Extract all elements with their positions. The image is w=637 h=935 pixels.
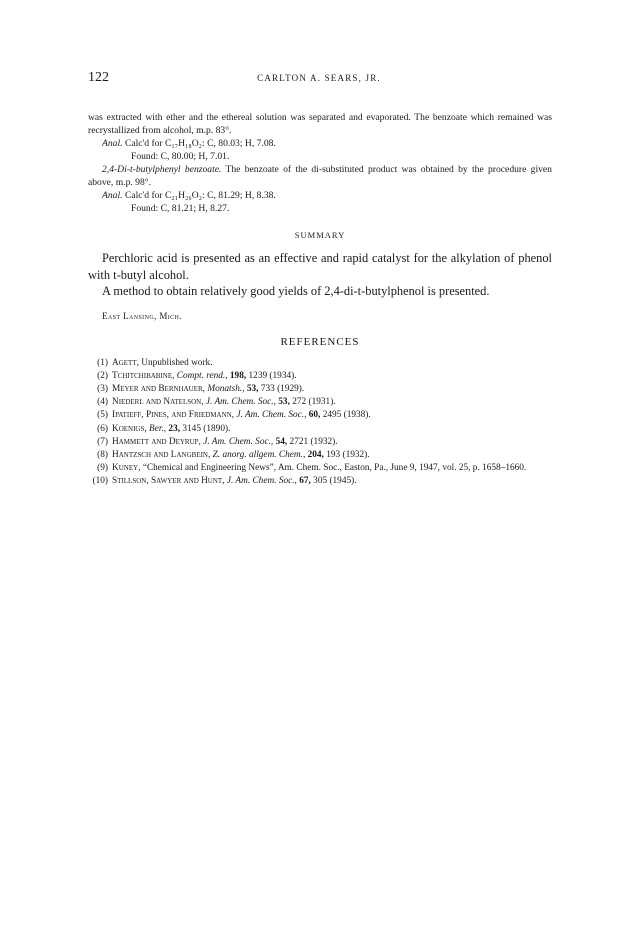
reference-text xyxy=(112,409,552,422)
reference-text xyxy=(112,357,552,370)
reference-number: (8) xyxy=(97,449,108,460)
running-head: CARLTON A. SEARS, JR. xyxy=(257,73,381,83)
analysis-calc xyxy=(88,189,552,202)
summary-paragraph: A method to obtain relatively good yields of 2,4-di-t-butylphenol is presented. xyxy=(102,284,490,298)
reference-item xyxy=(88,462,552,475)
reference-number: (1) xyxy=(97,357,108,368)
reference-text xyxy=(112,370,552,383)
compound-title: 2,4-Di-t-butylphenyl benzoate. xyxy=(102,164,222,175)
reference-number: (6) xyxy=(97,423,108,434)
reference-authors: Hantzsch and Langbein, xyxy=(112,449,211,460)
reference-volume: 54, xyxy=(275,436,288,447)
reference-details: “Chemical and Engineering News”, Am. Chem. Soc., Easton, Pa., June 9, 1947, vol. 25, p. 1658–1660. xyxy=(142,463,527,474)
reference-authors: Ipatieff, Pines, and Friedmann, xyxy=(112,410,235,421)
reference-number: (3) xyxy=(97,383,108,394)
reference-authors: Hammett and Deyrup, xyxy=(112,436,201,447)
reference-details: 2495 (1938). xyxy=(322,410,371,421)
references-title: REFERENCES xyxy=(280,335,360,348)
reference-text xyxy=(112,462,552,475)
reference-item xyxy=(88,409,552,422)
analysis-calc xyxy=(88,137,552,150)
references-list xyxy=(88,357,552,489)
reference-authors: Meyer and Bernhauer, xyxy=(112,383,205,394)
reference-item xyxy=(88,383,552,396)
reference-item xyxy=(88,475,552,488)
reference-item xyxy=(88,423,552,436)
reference-item xyxy=(88,357,552,370)
reference-details: 2721 (1932). xyxy=(289,436,338,447)
body-paragraph: was extracted with ether and the ethereal solution was separated and evaporated. The benzoate which remained was recrystallized from alcohol, m.p. 83°. xyxy=(88,112,552,136)
reference-journal: Compt. rend., xyxy=(176,370,228,381)
reference-volume: 67, xyxy=(299,476,311,487)
reference-number: (9) xyxy=(97,463,108,474)
summary-paragraph: Perchloric acid is presented as an effective and rapid catalyst for the alkylation of phenol with t-butyl alcohol. xyxy=(88,251,552,282)
reference-item xyxy=(88,396,552,409)
reference-volume: 204, xyxy=(307,449,324,460)
reference-authors: Stillson, Sawyer and Hunt, xyxy=(112,476,225,487)
analysis-label: Anal. xyxy=(102,190,123,201)
analysis-found: Found: C, 80.00; H, 7.01. xyxy=(131,151,230,162)
reference-number: (4) xyxy=(97,397,108,408)
reference-details: Unpublished work. xyxy=(141,357,213,368)
reference-authors: Tchitchibabine, xyxy=(112,370,175,381)
page-number: 122 xyxy=(88,70,109,85)
reference-volume: 198, xyxy=(229,370,247,381)
reference-journal: J. Am. Chem. Soc., xyxy=(236,410,307,421)
reference-journal: J. Am. Chem. Soc., xyxy=(205,397,276,408)
reference-authors: Agett, xyxy=(112,357,139,368)
reference-item xyxy=(88,436,552,449)
reference-details: 3145 (1890). xyxy=(182,423,231,434)
reference-number: (2) xyxy=(97,370,108,381)
reference-journal: J. Am. Chem. Soc., xyxy=(226,476,297,487)
summary-section xyxy=(88,250,552,300)
reference-text xyxy=(112,423,552,436)
reference-volume: 23, xyxy=(168,423,181,434)
reference-item xyxy=(88,370,552,383)
analysis-found: Found: C, 81.21; H, 8.27. xyxy=(131,203,230,214)
body-paragraph xyxy=(88,163,552,189)
reference-text xyxy=(112,449,552,462)
reference-item xyxy=(88,449,552,462)
reference-text xyxy=(112,475,552,488)
reference-number: (7) xyxy=(97,436,108,447)
reference-text xyxy=(112,383,552,396)
reference-journal: J. Am. Chem. Soc., xyxy=(203,436,274,447)
reference-details: 193 (1932). xyxy=(326,449,370,460)
reference-volume: 53, xyxy=(278,397,290,408)
reference-text xyxy=(112,396,552,409)
author-location: East Lansing, Mich. xyxy=(102,310,182,321)
reference-details: 733 (1929). xyxy=(260,383,305,394)
reference-volume: 60, xyxy=(308,410,321,421)
main-text xyxy=(88,111,552,489)
reference-journal: Ber., xyxy=(149,423,167,434)
reference-volume: 53, xyxy=(246,383,259,394)
reference-number: (5) xyxy=(97,410,108,421)
page-header xyxy=(88,70,550,88)
reference-authors: Kuney, xyxy=(112,463,141,474)
compound-text: The benzoate of the di-substituted product was obtained by the procedure given above, m.p. 98°. xyxy=(88,164,552,188)
reference-details: 1239 (1934). xyxy=(248,370,297,381)
summary-title: SUMMARY xyxy=(294,230,346,240)
analysis-calc-text: Calc'd for C₁₇H₁₈O₂: C, 80.03; H, 7.08. xyxy=(124,138,276,149)
reference-details: 305 (1945). xyxy=(313,476,357,487)
reference-text xyxy=(112,436,552,449)
reference-number: (10) xyxy=(92,476,108,487)
reference-authors: Koenigs, xyxy=(112,423,147,434)
reference-journal: Z. anorg. allgem. Chem., xyxy=(212,449,306,460)
reference-journal: Monatsh., xyxy=(207,383,245,394)
analysis-label: Anal. xyxy=(102,138,123,149)
analysis-calc-text: Calc'd for C₂₁H₂₆O₂: C, 81.29; H, 8.38. xyxy=(124,190,276,201)
reference-authors: Niederl and Natelson, xyxy=(112,397,204,408)
reference-details: 272 (1931). xyxy=(292,397,336,408)
